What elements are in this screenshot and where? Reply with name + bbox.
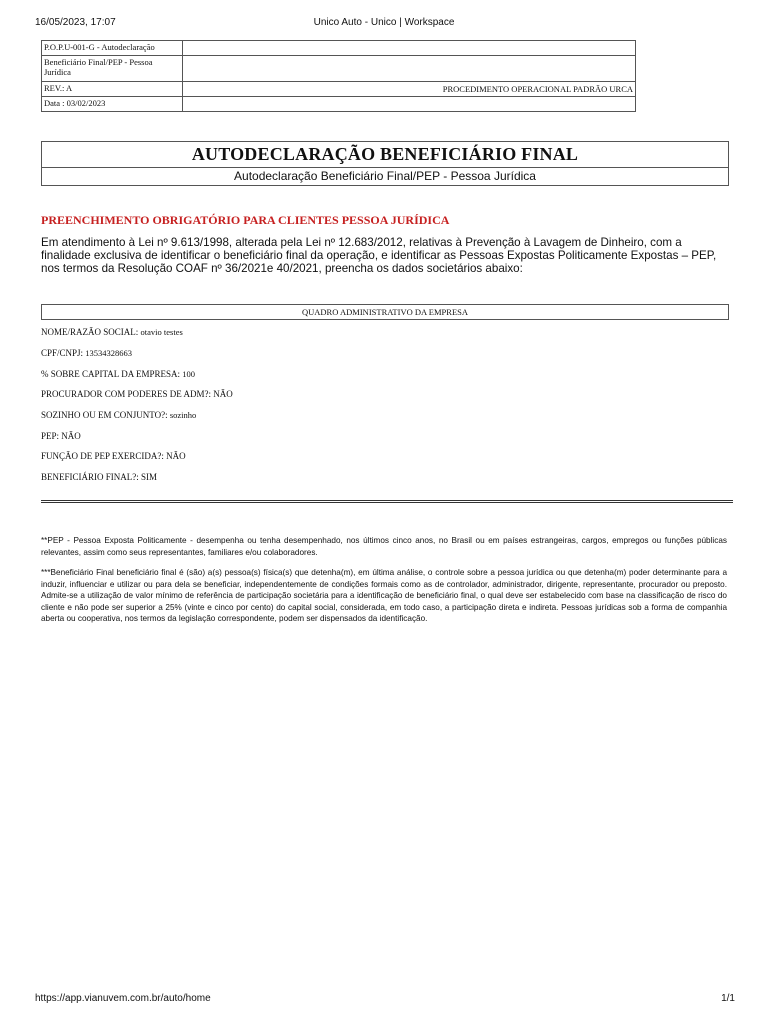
print-page-title: Unico Auto - Unico | Workspace xyxy=(313,17,455,28)
field-label: % SOBRE CAPITAL DA EMPRESA: xyxy=(41,369,180,379)
meta-procedure: PROCEDIMENTO OPERACIONAL PADRÃO URCA xyxy=(183,82,636,97)
field-value: 100 xyxy=(182,369,195,379)
meta-empty-cell xyxy=(183,97,636,112)
field-pep xyxy=(41,431,81,441)
field-value: 13534328663 xyxy=(85,348,133,358)
field-label: SOZINHO OU EM CONJUNTO?: xyxy=(41,410,168,420)
field-nome-razao-social xyxy=(41,327,183,337)
field-label: PEP: xyxy=(41,431,60,441)
print-page-number: 1/1 xyxy=(721,993,735,1004)
print-url: https://app.vianuvem.com.br/auto/home xyxy=(35,993,211,1004)
title-box xyxy=(41,141,729,186)
field-label: FUNÇÃO DE PEP EXERCIDA?: xyxy=(41,451,164,461)
print-datetime: 16/05/2023, 17:07 xyxy=(35,17,116,28)
field-value: NÃO xyxy=(213,389,233,399)
field-value: NÃO xyxy=(61,431,81,441)
document-subtitle: Autodeclaração Beneficiário Final/PEP - Pessoa Jurídica xyxy=(234,169,536,183)
field-label: PROCURADOR COM PODERES DE ADM?: xyxy=(41,389,212,399)
meta-empty-cell xyxy=(183,56,636,82)
quadro-title: QUADRO ADMINISTRATIVO DA EMPRESA xyxy=(41,304,729,320)
field-label: NOME/RAZÃO SOCIAL: xyxy=(41,327,139,337)
document-meta-table xyxy=(41,40,636,112)
field-sozinho-conjunto xyxy=(41,410,196,420)
field-label: CPF/CNPJ: xyxy=(41,348,84,358)
print-header xyxy=(0,17,768,31)
field-beneficiario-final xyxy=(41,472,157,482)
meta-empty-cell xyxy=(183,41,636,56)
field-procurador xyxy=(41,389,233,399)
document-title: AUTODECLARAÇÃO BENEFICIÁRIO FINAL xyxy=(42,142,728,168)
field-value: sozinho xyxy=(169,410,197,420)
meta-date: Data : 03/02/2023 xyxy=(42,97,183,112)
meta-revision: REV.: A xyxy=(42,82,183,97)
field-label: BENEFICIÁRIO FINAL?: xyxy=(41,472,139,482)
field-capital-percent xyxy=(41,369,195,379)
print-footer xyxy=(0,993,768,1007)
field-cpf-cnpj xyxy=(41,348,132,358)
intro-paragraph: Em atendimento à Lei nº 9.613/1998, alterada pela Lei nº 12.683/2012, relativas à Prevenção à Lavagem de Dinheiro, com a finalidade exclusiva de identificar o beneficiário final da operação, e identificar as Pessoas Expostas Politicamente Expostas – PEP, nos termos da Resolução COAF nº 36/2021e 40/2021, preencha os dados societários abaixo: xyxy=(41,236,717,275)
meta-subject: Beneficiário Final/PEP - Pessoa Jurídica xyxy=(42,56,183,82)
field-value: SIM xyxy=(141,472,158,482)
field-value: NÃO xyxy=(166,451,186,461)
note-pep: **PEP - Pessoa Exposta Politicamente - desempenha ou tenha desempenhado, nos últimos cinco anos, no Brasil ou em países estrangeiras, cargos, empregos ou funções públicas relevantes, assim como seus representantes, familiares e/ou colaboradores. xyxy=(41,536,727,557)
field-funcao-pep xyxy=(41,451,186,461)
note-beneficiario-final: ***Beneficiário Final beneficiário final é (são) a(s) pessoa(s) física(s) que detenha(m), em última análise, o controle sobre a pessoa jurídica ou que detenha(m) poder determinante para a induzir, influenciar e utilizar ou para dela se beneficiar, independentemente de condições formais como as de controlador, administrador, dirigente, representante, procurador ou preposto. Admite-se a utilização de valor mínimo de referência de participação societária para a identificação de beneficiário final, o qual deve ser estabelecido com base na classificação de risco do cliente e não pode ser superior a 25% (vinte e cinco por cento) do capital social, considerada, em todo caso, a participação direta e indireta. Pessoas jurídicas sob a forma de companhia aberta ou cooperativa, nos termos da legislação correspondente, podem ser dispensados da identificação. xyxy=(41,568,727,623)
field-value: otavio testes xyxy=(140,327,183,337)
meta-code: P.O.P.U-001-G - Autodeclaração xyxy=(42,41,183,56)
section-heading: PREENCHIMENTO OBRIGATÓRIO PARA CLIENTES PESSOA JURÍDICA xyxy=(41,213,450,227)
separator-line xyxy=(41,500,733,503)
